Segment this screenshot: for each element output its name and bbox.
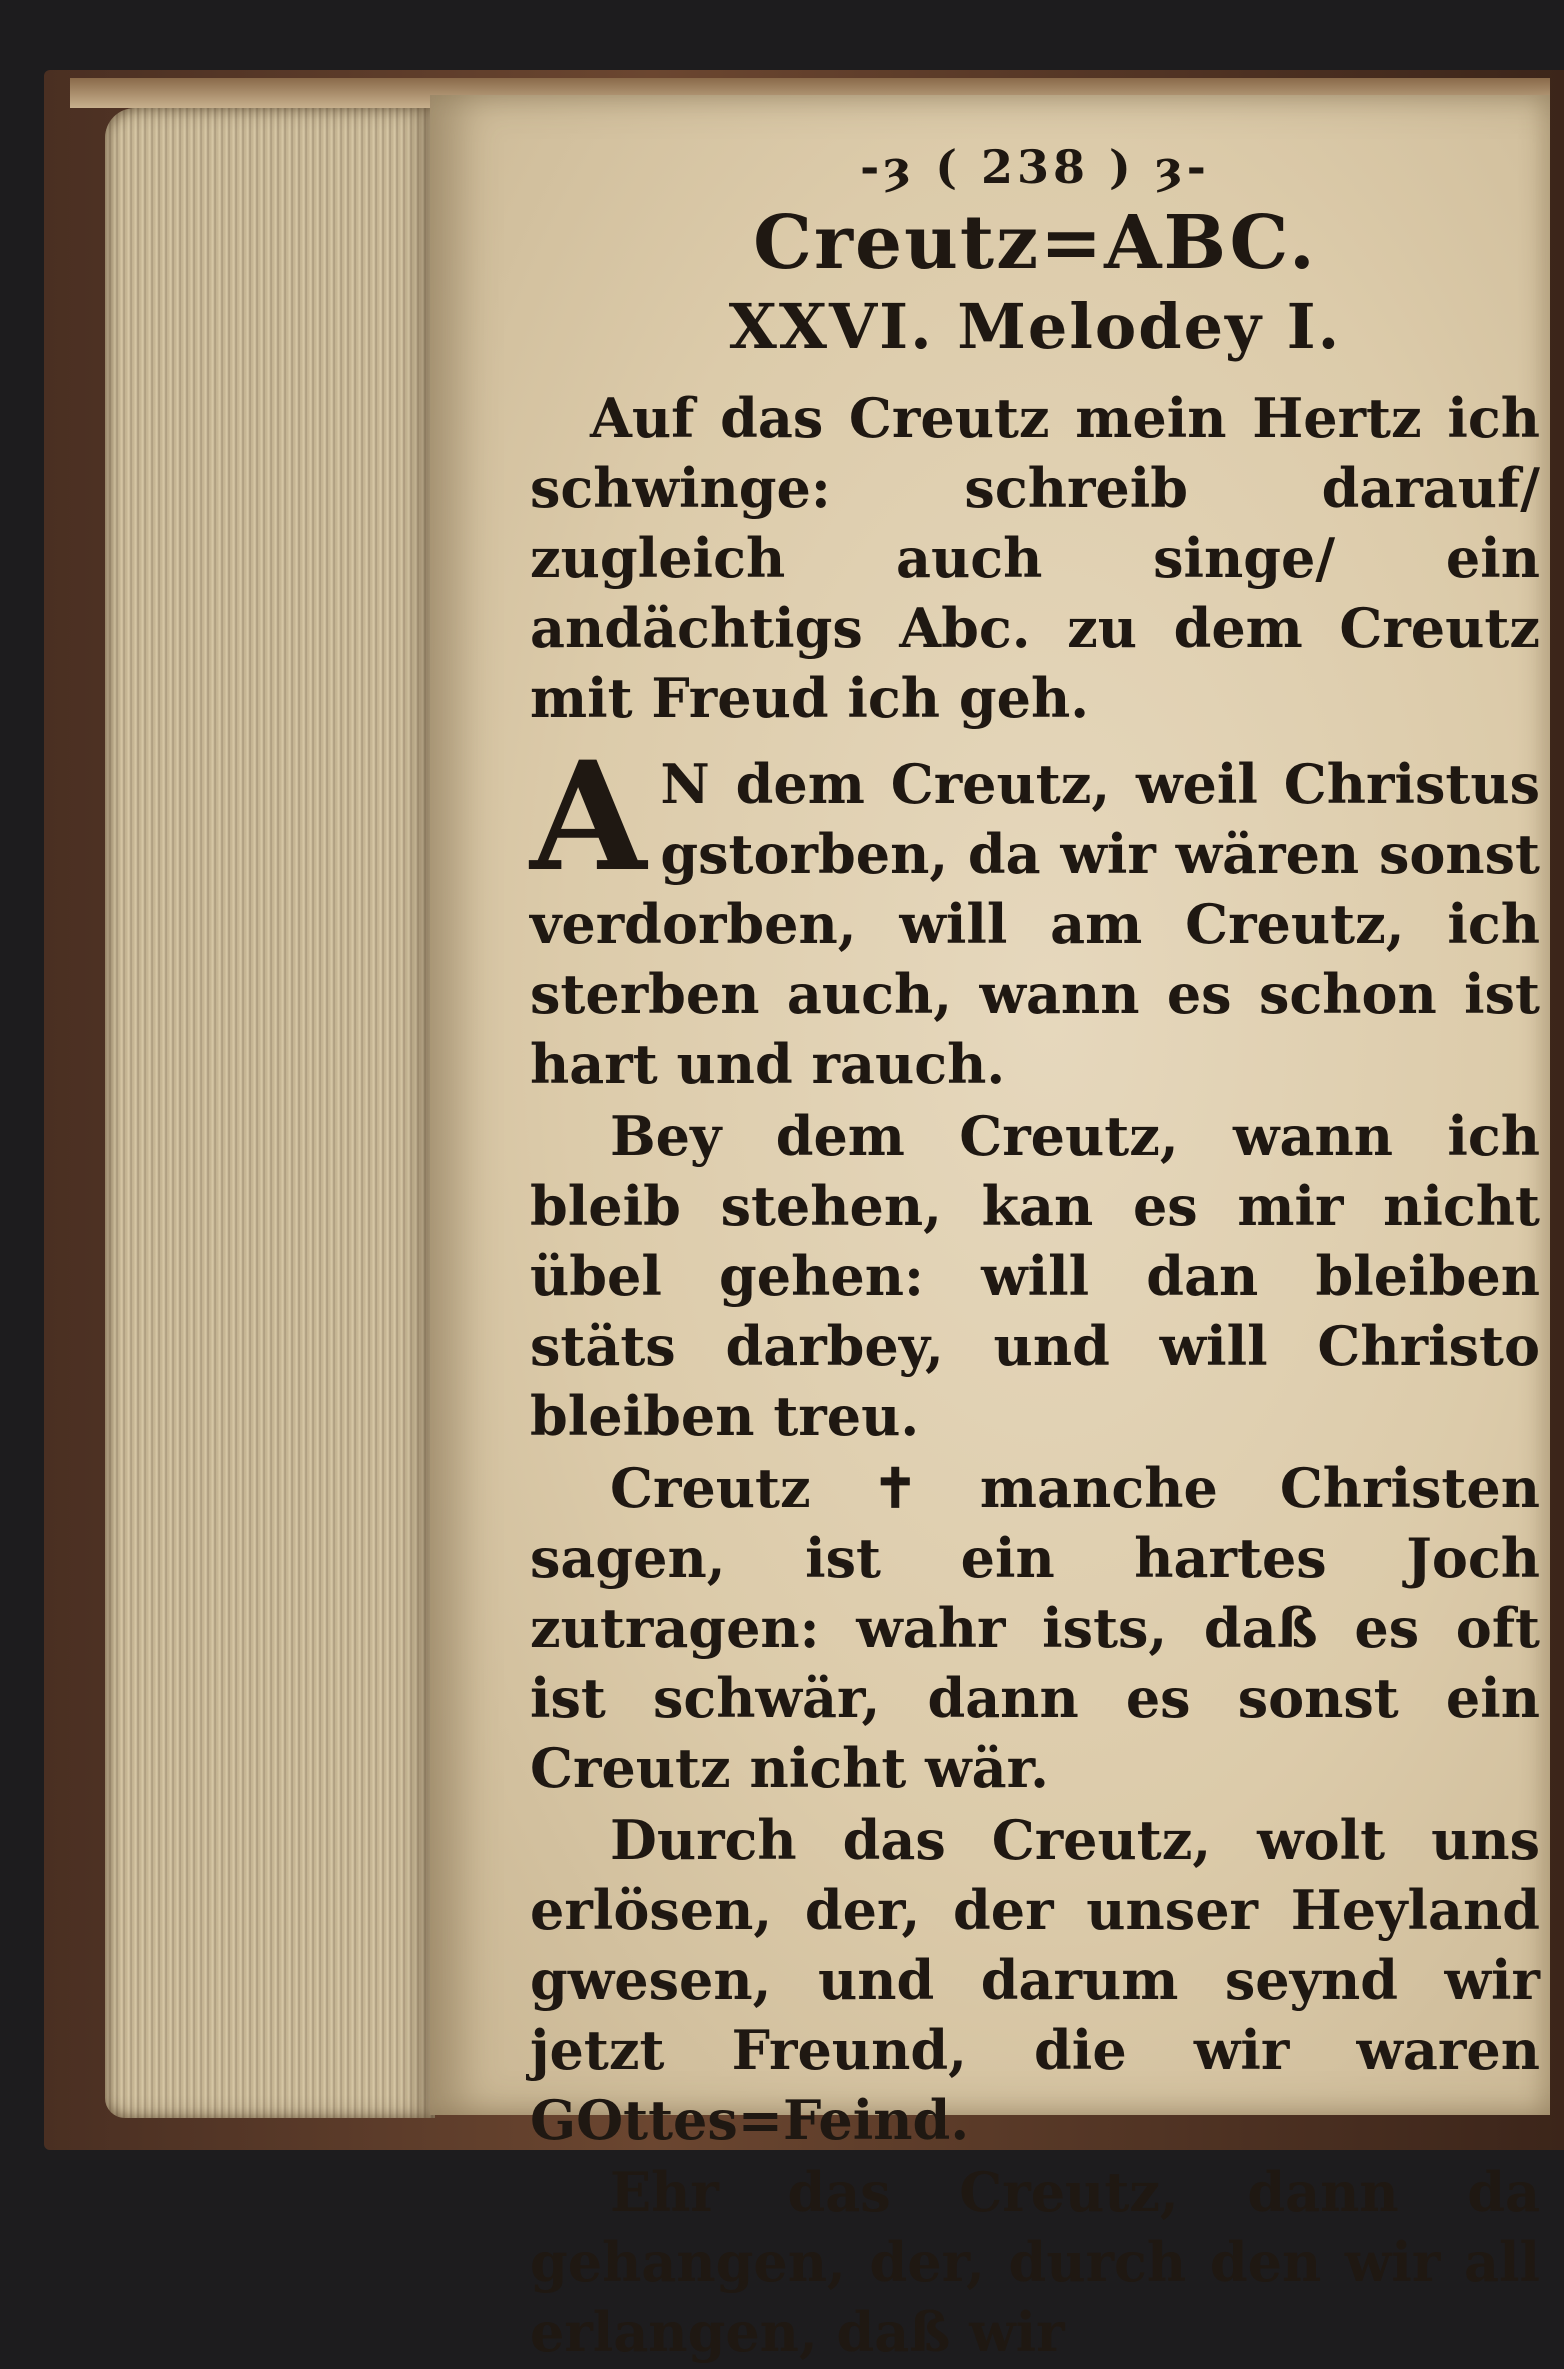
- page-header: [530, 140, 1540, 194]
- header-ornament-right: ȝ-: [1154, 140, 1210, 194]
- page-content: [530, 140, 1540, 2369]
- verse-1: [530, 729, 1540, 1099]
- page-title: Creutz=ABC.: [753, 200, 1317, 286]
- page-number: ( 238 ): [935, 140, 1135, 194]
- verse-4: Durch das Creutz, wolt uns erlösen, der, der unser Heyland gwesen, und darum seynd wir jetzt Freund, die wir waren GOttes=Feind.: [530, 1808, 1540, 2152]
- page-stack-edges: [105, 108, 435, 2118]
- verse-5: Ehr das Creutz, dann da gehangen, der, durch den wir all erlangen, daß wir: [530, 2160, 1540, 2364]
- intro-text: Auf das Creutz mein Hertz ich schwinge: schreib darauf/ zugleich auch singe/ ein andächtigs Abc. zu dem Creutz mit Freud ich geh.: [530, 386, 1540, 730]
- melody-subtitle: XXVI. Melodey I.: [728, 290, 1342, 363]
- verse-1-text: N dem Creutz, weil Christus gstorben, da wir wären sonst verdorben, will am Creutz, ich sterben auch, wann es schon ist hart und rauch.: [530, 752, 1540, 1096]
- verse-2: Bey dem Creutz, wann ich bleib stehen, kan es mir nicht übel gehen: will dan bleiben stäts darbey, und will Christo bleiben treu.: [530, 1104, 1540, 1448]
- drop-cap-initial: A: [530, 729, 647, 905]
- verse-3: Creutz ✝ manche Christen sagen, ist ein hartes Joch zutragen: wahr ists, daß es oft ist schwär, dann es sonst ein Creutz nicht wär.: [530, 1456, 1540, 1800]
- header-ornament-left: -ȝ: [860, 140, 916, 194]
